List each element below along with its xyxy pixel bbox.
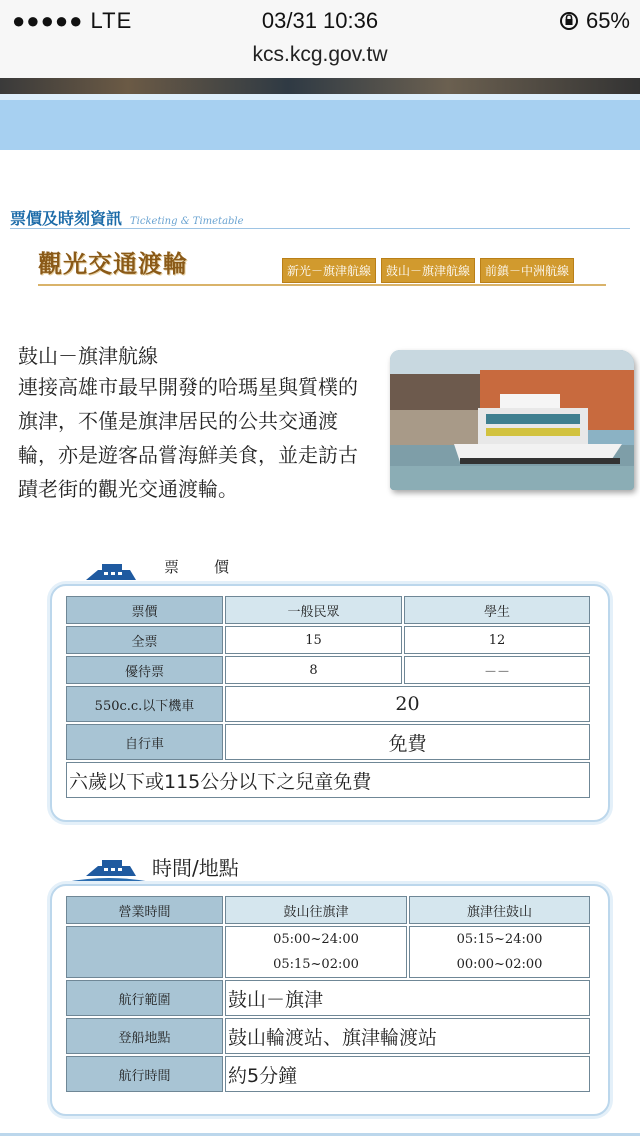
table-row [66, 686, 590, 722]
boarding-value: 鼓山輪渡站、旗津輪渡站 [225, 1018, 590, 1054]
boarding-label: 登船地點 [66, 1018, 223, 1054]
fare-type: 優待票 [66, 656, 223, 684]
table-row [66, 1056, 590, 1092]
ferry-ship-icon [64, 852, 154, 888]
route-description: 連接高雄市最早開發的哈瑪星與質樸的旗津，不僅是旗津居民的公共交通渡輪，亦是遊客品嘗海鮮美食，並走訪古蹟老街的觀光交通渡輪。 [18, 375, 358, 501]
table-row [66, 980, 590, 1016]
fare-student: －－ [404, 656, 590, 684]
fare-type: 550c.c.以下機車 [66, 686, 223, 722]
address-bar[interactable] [0, 40, 640, 78]
fares-header-type: 票價 [66, 596, 223, 624]
table-row [66, 762, 590, 798]
time-slot: 00:00~02:00 [456, 957, 543, 972]
header-band [0, 94, 640, 150]
section-title: 票價及時刻資訊 [10, 209, 123, 228]
ferry-image [390, 350, 634, 490]
table-row [66, 626, 590, 654]
table-row [66, 656, 590, 684]
duration-value: 約5分鐘 [225, 1056, 590, 1092]
title-divider [38, 284, 606, 286]
tab-xinguang-cijin[interactable]: 新光－旗津航線 [282, 258, 376, 283]
fares-table [64, 594, 592, 800]
fare-type: 全票 [66, 626, 223, 654]
time-slot: 05:15~24:00 [456, 932, 543, 947]
tab-gushan-cijin[interactable]: 鼓山－旗津航線 [381, 258, 475, 283]
schedule-header-cijin-gushan: 旗津往鼓山 [409, 896, 590, 924]
section-subtitle: Ticketing & Timetable [130, 216, 244, 227]
status-time: 03/31 10:36 [261, 8, 379, 33]
tab-qianzhen-zhongzhou[interactable]: 前鎮－中洲航線 [480, 258, 574, 283]
section-divider [10, 228, 630, 229]
route-name: 鼓山－旗津航線 [18, 344, 158, 368]
fare-general: 8 [225, 656, 402, 684]
time-slot: 05:00~24:00 [273, 932, 359, 947]
range-value: 鼓山－旗津 [225, 980, 590, 1016]
time-slot: 05:15~02:00 [273, 957, 359, 972]
hours-cell [66, 926, 223, 978]
table-row [66, 1018, 590, 1054]
cijin-gushan-times [409, 926, 590, 978]
schedule-header-hours: 營業時間 [66, 896, 223, 924]
schedule-table [64, 894, 592, 1094]
fares-label: 票 價 [164, 558, 240, 576]
fares-header-student: 學生 [404, 596, 590, 624]
schedule-label: 時間/地點 [152, 856, 239, 880]
status-bar [0, 0, 640, 40]
fare-type: 自行車 [66, 724, 223, 760]
route-tabs [282, 258, 574, 283]
fares-panel [50, 584, 610, 822]
table-row [66, 724, 590, 760]
fare-scooter-value: 20 [225, 686, 590, 722]
fare-bicycle-value: 免費 [225, 724, 590, 760]
battery-indicator [558, 8, 630, 34]
schedule-header-gushan-cijin: 鼓山往旗津 [225, 896, 407, 924]
range-label: 航行範圍 [66, 980, 223, 1016]
url-text: kcs.kcg.gov.tw [252, 43, 388, 66]
schedule-panel [50, 884, 610, 1116]
fare-student: 12 [404, 626, 590, 654]
rotation-lock-icon [558, 10, 580, 32]
battery-percent: 65% [585, 8, 630, 33]
gushan-cijin-times [225, 926, 407, 978]
fares-note: 六歲以下或115公分以下之兒童免費 [66, 762, 590, 798]
signal-indicator: ●●●●● LTE [12, 8, 133, 33]
ferry-title: 觀光交通渡輪 [38, 250, 188, 278]
header-photo-strip [0, 78, 640, 94]
fare-general: 15 [225, 626, 402, 654]
ferry-photo [390, 350, 634, 490]
section-heading [10, 206, 244, 229]
duration-label: 航行時間 [66, 1056, 223, 1092]
fares-header-general: 一般民眾 [225, 596, 402, 624]
table-row [66, 926, 590, 978]
